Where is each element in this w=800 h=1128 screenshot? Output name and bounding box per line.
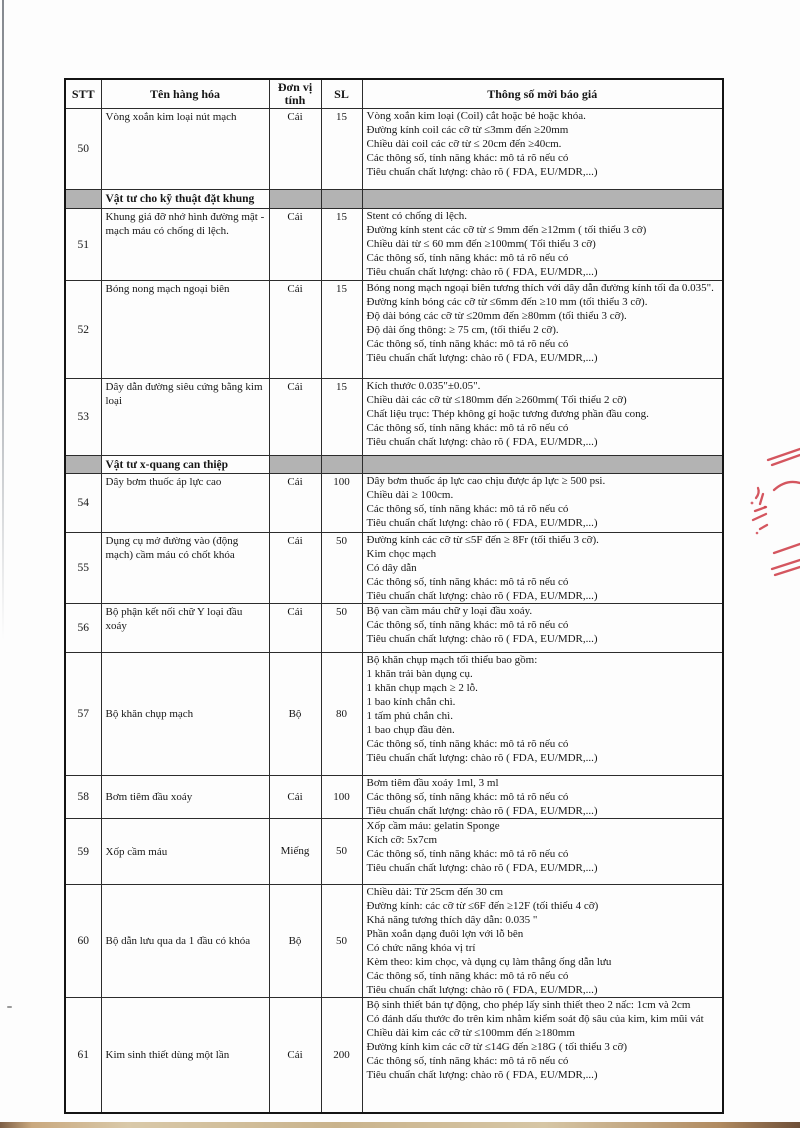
cell-item-name: Vòng xoắn kim loại nút mạch [101,109,269,190]
spec-line: Các thông số, tính năng khác: mô tả rõ nếu có [366,848,569,860]
spec-line: 1 khăn chụp mạch ≥ 2 lỗ. [366,682,478,694]
spec-line: Phần xoắn dạng đuôi lợn với lỗ bên [366,928,524,940]
cell-unit: Bộ [269,885,321,998]
cell-specs [362,190,723,209]
spec-line: Vòng xoắn kim loại (Coil) cắt hoặc bẻ hoặc khóa. [366,110,586,122]
table-row-55 [65,533,723,604]
spec-line: Các thông số, tính năng khác: mô tả rõ nếu có [366,503,569,515]
table-row-51 [65,209,723,281]
cell-item-name: Bộ khăn chụp mạch [101,653,269,776]
cell-unit: Cái [269,604,321,653]
cell-quantity: 50 [321,885,362,998]
cell-item-name: Dụng cụ mở đường vào (động mạch) cầm máu có chốt khóa [101,533,269,604]
cell-quantity: 15 [321,209,362,281]
spec-line: Kích thước 0.035"±0.05". [366,380,481,392]
cell-stt [65,190,101,209]
spec-line: 1 tấm phủ chắn chì. [366,710,453,722]
cell-item-name: Dây dẫn đường siêu cứng bằng kim loại [101,379,269,456]
cell-unit: Cái [269,281,321,379]
table-row-59 [65,819,723,885]
cell-quantity: 100 [321,474,362,533]
table-row-61 [65,998,723,1114]
table-row-50 [65,109,723,190]
spec-line: Có chức năng khóa vị trí [366,942,476,954]
spec-line: Tiêu chuẩn chất lượng: chào rõ ( FDA, EU/MDR,...) [366,266,598,278]
section-row [65,190,723,209]
spec-line: Đường kính các cỡ từ ≤5F đến ≥ 8Fr (tối thiểu 3 cỡ). [366,534,599,546]
cell-stt: 56 [65,604,101,653]
spec-line: Các thông số, tính năng khác: mô tả rõ nếu có [366,791,569,803]
spec-line: Các thông số, tính năng khác: mô tả rõ nếu có [366,252,569,264]
spec-line: 1 bao chụp đầu đèn. [366,724,455,736]
spec-line: Tiêu chuẩn chất lượng: chào rõ ( FDA, EU/MDR,...) [366,517,598,529]
cell-stt [65,456,101,474]
cell-stt: 51 [65,209,101,281]
spec-line: Xốp cầm máu: gelatin Sponge [366,820,500,832]
cell-unit: Cái [269,533,321,604]
cell-stt: 61 [65,998,101,1114]
cell-specs [362,885,723,998]
scan-bottom-edge [0,1122,800,1128]
cell-quantity: 15 [321,379,362,456]
spec-line: Các thông số, tính năng khác: mô tả rõ nếu có [366,422,569,434]
spec-line: Chất liệu trục: Thép không gỉ hoặc tương đương phần đầu cong. [366,408,649,420]
spec-line: Các thông số, tính năng khác: mô tả rõ nếu có [366,1055,569,1067]
spec-line: Các thông số, tính năng khác: mô tả rõ nếu có [366,619,569,631]
cell-unit: Cái [269,776,321,819]
cell-unit: Bộ [269,653,321,776]
cell-specs [362,281,723,379]
cell-specs [362,379,723,456]
spec-line: Tiêu chuẩn chất lượng: chào rõ ( FDA, EU/MDR,...) [366,633,598,645]
spec-line: Có dây dẫn [366,562,417,574]
spec-line: Tiêu chuẩn chất lượng: chào rõ ( FDA, EU/MDR,...) [366,862,598,874]
cell-unit: Miếng [269,819,321,885]
table-row-56 [65,604,723,653]
spec-line: Các thông số, tính năng khác: mô tả rõ nếu có [366,970,569,982]
cell-item-name: Bóng nong mạch ngoại biên [101,281,269,379]
table-row-52 [65,281,723,379]
red-pen-mark [748,445,800,580]
spec-line: Tiêu chuẩn chất lượng: chào rõ ( FDA, EU/MDR,...) [366,984,598,996]
spec-line: Chiều dài: Từ 25cm đến 30 cm [366,886,504,898]
cell-quantity: 50 [321,604,362,653]
cell-stt: 53 [65,379,101,456]
header-row [65,79,723,109]
cell-quantity: 100 [321,776,362,819]
procurement-table [64,78,724,1114]
cell-stt: 59 [65,819,101,885]
spec-line: Tiêu chuẩn chất lượng: chào rõ ( FDA, EU/MDR,...) [366,166,598,178]
spec-line: Đường kính stent các cỡ từ ≤ 9mm đến ≥12mm ( tối thiểu 3 cỡ) [366,224,647,236]
cell-unit: Cái [269,109,321,190]
cell-stt: 55 [65,533,101,604]
spec-line: Các thông số, tính năng khác: mô tả rõ nếu có [366,152,569,164]
spec-line: Chiều dài kim các cỡ từ ≤100mm đến ≥180mm [366,1027,575,1039]
cell-specs [362,533,723,604]
spec-line: Chiều dài các cỡ từ ≤180mm đến ≥260mm( Tối thiểu 2 cỡ) [366,394,627,406]
cell-quantity: 50 [321,819,362,885]
cell-qty [321,456,362,474]
spec-line: Tiêu chuẩn chất lượng: chào rõ ( FDA, EU/MDR,...) [366,590,598,602]
cell-quantity: 15 [321,281,362,379]
spec-line: Dây bơm thuốc áp lực cao chịu được áp lực ≥ 500 psi. [366,475,606,487]
cell-item-name: Dây bơm thuốc áp lực cao [101,474,269,533]
cell-stt: 58 [65,776,101,819]
spec-line: Khả năng tương thích dây dẫn: 0.035 " [366,914,538,926]
header-specs: Thông số mời báo giá [362,79,723,109]
cell-item-name: Bộ phận kết nối chữ Y loại đầu xoáy [101,604,269,653]
spec-line: Các thông số, tính năng khác: mô tả rõ nếu có [366,338,569,350]
cell-stt: 60 [65,885,101,998]
cell-item-name: Bơm tiêm đầu xoáy [101,776,269,819]
cell-stt: 50 [65,109,101,190]
spec-line: Đường kính kim các cỡ từ ≤14G đến ≥18G ( tối thiểu 3 cỡ) [366,1041,627,1053]
cell-quantity: 80 [321,653,362,776]
cell-specs [362,776,723,819]
spec-line: Tiêu chuẩn chất lượng: chào rõ ( FDA, EU/MDR,...) [366,352,598,364]
cell-item-name: Khung giá đỡ nhớ hình đường mật - mạch máu có chống di lệch. [101,209,269,281]
spec-line: Đường kính bóng các cỡ từ ≤6mm đến ≥10 mm (tối thiểu 3 cỡ). [366,296,648,308]
cell-specs [362,209,723,281]
header-item-name: Tên hàng hóa [101,79,269,109]
spec-line: Chiều dài ≥ 100cm. [366,489,454,501]
section-label: Vật tư cho kỹ thuật đặt khung [101,190,269,209]
table-row-53 [65,379,723,456]
spec-line: 1 bao kính chắn chì. [366,696,456,708]
cell-stt: 54 [65,474,101,533]
cell-specs [362,604,723,653]
table-row-60 [65,885,723,998]
cell-unit: Cái [269,998,321,1114]
cell-specs [362,819,723,885]
spec-line: Tiêu chuẩn chất lượng: chào rõ ( FDA, EU/MDR,...) [366,1069,598,1081]
cell-stt: 57 [65,653,101,776]
cell-item-name: Bộ dẫn lưu qua da 1 đầu có khóa [101,885,269,998]
cell-stt: 52 [65,281,101,379]
spec-line: Chiều dài coil các cỡ từ ≤ 20cm đến ≥40cm. [366,138,562,150]
spec-line: Kèm theo: kim chọc, và dụng cụ làm thẳng ống dẫn lưu [366,956,612,968]
section-label: Vật tư x-quang can thiệp [101,456,269,474]
spec-line: Độ dài ống thông: ≥ 75 cm, (tối thiểu 2 cỡ). [366,324,559,336]
cell-unit: Cái [269,474,321,533]
cell-quantity: 200 [321,998,362,1114]
spec-line: Có đánh dấu thước đo trên kim nhằm kiểm soát độ sâu của kim, kim mũi vát [366,1013,704,1025]
cell-specs [362,456,723,474]
cell-item-name: Xốp cầm máu [101,819,269,885]
spec-line: Bóng nong mạch ngoại biên tương thích với dây dẫn đường kính tối đa 0.035". [366,282,714,294]
spec-line: Tiêu chuẩn chất lượng: chào rõ ( FDA, EU/MDR,...) [366,805,598,817]
spec-line: Độ dài bóng các cỡ từ ≤20mm đến ≥80mm (tối thiểu 3 cỡ). [366,310,627,322]
header-unit: Đơn vị tính [269,79,321,109]
spec-line: Bộ van cầm máu chữ y loại đầu xoáy. [366,605,533,617]
spec-line: Các thông số, tính năng khác: mô tả rõ nếu có [366,738,569,750]
spec-line: Các thông số, tính năng khác: mô tả rõ nếu có [366,576,569,588]
spec-line: Kim chọc mạch [366,548,437,560]
cell-specs [362,109,723,190]
table-row-57 [65,653,723,776]
cell-unit [269,456,321,474]
scan-edge-line [2,0,4,640]
cell-specs [362,653,723,776]
header-stt: STT [65,79,101,109]
header-quantity: SL [321,79,362,109]
spec-line: Tiêu chuẩn chất lượng: chào rõ ( FDA, EU/MDR,...) [366,436,598,448]
cell-quantity: 50 [321,533,362,604]
cell-qty [321,190,362,209]
spec-line: Bộ sinh thiết bán tự động, cho phép lấy sinh thiết theo 2 nấc: 1cm và 2cm [366,999,691,1011]
cell-specs [362,998,723,1114]
table-row-54 [65,474,723,533]
spec-line: Đường kính coil các cỡ từ ≤3mm đến ≥20mm [366,124,569,136]
spec-line: 1 khăn trải bàn dụng cụ. [366,668,473,680]
section-row [65,456,723,474]
cell-quantity: 15 [321,109,362,190]
spec-line: Bơm tiêm đầu xoáy 1ml, 3 ml [366,777,499,789]
spec-line: Bộ khăn chụp mạch tối thiểu bao gồm: [366,654,538,666]
scan-speck [7,1006,12,1008]
cell-specs [362,474,723,533]
spec-line: Kích cỡ: 5x7cm [366,834,438,846]
cell-unit: Cái [269,209,321,281]
cell-unit: Cái [269,379,321,456]
spec-line: Chiều dài từ ≤ 60 mm đến ≥100mm( Tối thiểu 3 cỡ) [366,238,596,250]
cell-item-name: Kim sinh thiết dùng một lần [101,998,269,1114]
table-row-58 [65,776,723,819]
spec-line: Đường kính: các cỡ từ ≤6F đến ≥12F (tối thiểu 4 cỡ) [366,900,599,912]
spec-line: Tiêu chuẩn chất lượng: chào rõ ( FDA, EU/MDR,...) [366,752,598,764]
cell-unit [269,190,321,209]
spec-line: Stent có chống di lệch. [366,210,468,222]
